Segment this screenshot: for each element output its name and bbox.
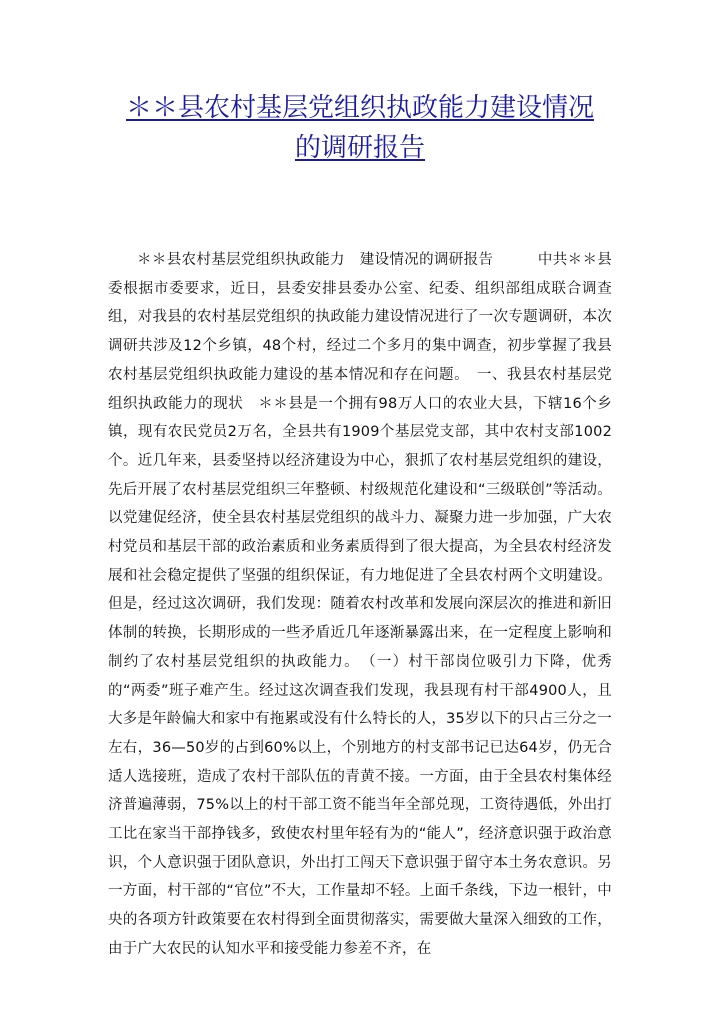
title-line-2: 的调研报告 <box>294 133 425 163</box>
body-text: ＊＊县农村基层党组织执政能力 建设情况的调研报告 中共＊＊县委根据市委要求，近日，县委安排县委办公室、纪委、组织部组成联合调查组，对我县的农村基层党组织的执政能力建设情况进行了一次专题调研，本次调研共涉及12个乡镇，48个村，经过二个多月的集中调查，初步掌握了我县农村基层党组织执政能力建设的基本情况和存在问题。 一、我县农村基层党组织执政能力的现状 ＊＊县是一个拥有98万人口的农业大县，下辖16个乡镇，现有农民党员2万名，全县共有1909个基层党支部，其中农村支部1002个。近几年来，县委坚持以经济建设为中心，狠抓了农村基层党组织的建设，先后开展了农村基层党组织三年整顿、村级规范化建设和“三级联创”等活动。以党建促经济，使全县农村基层党组织的战斗力、凝聚力进一步加强，广大农村党员和基层干部的政治素质和业务素质得到了很大提高，为全县农村经济发展和社会稳定提供了坚强的组织保证，有力地促进了全县农村两个文明建设。但是，经过这次调研，我们发现：随着农村改革和发展向深层次的推进和新旧体制的转换，长期形成的一些矛盾近几年逐渐暴露出来，在一定程度上影响和制约了农村基层党组织的执政能力。 （一）村干部岗位吸引力下降，优秀的“两委”班子难产生。经过这次调查我们发现，我县现有村干部4900人，且大多是年龄偏大和家中有拖累或没有什么特长的人，35岁以下的只占三分之一左右，36—50岁的占到60%以上，个别地方的村支部书记已达64岁，仍无合适人选接班，造成了农村干部队伍的青黄不接。一方面，由于全县农村集体经济普遍薄弱，75%以上的村干部工资不能当年全部兑现，工资待遇低，外出打工比在家当干部挣钱多，致使农村里年轻有为的“能人”，经济意识强于政治意识，个人意识强于团队意识，外出打工闯天下意识强于留守本土务农意识。另一方面，村干部的“官位”不大，工作量却不轻。上面千条线，下边一根针，中央的各项方针政策要在农村得到全面贯彻落实，需要做大量深入细致的工作，由于广大农民的认知水平和接受能力参差不齐，在 <box>108 252 612 957</box>
document-title <box>100 88 620 168</box>
body-paragraph <box>108 246 612 964</box>
title-line-1: ＊＊县农村基层党组织执政能力建设情况 <box>125 93 594 123</box>
